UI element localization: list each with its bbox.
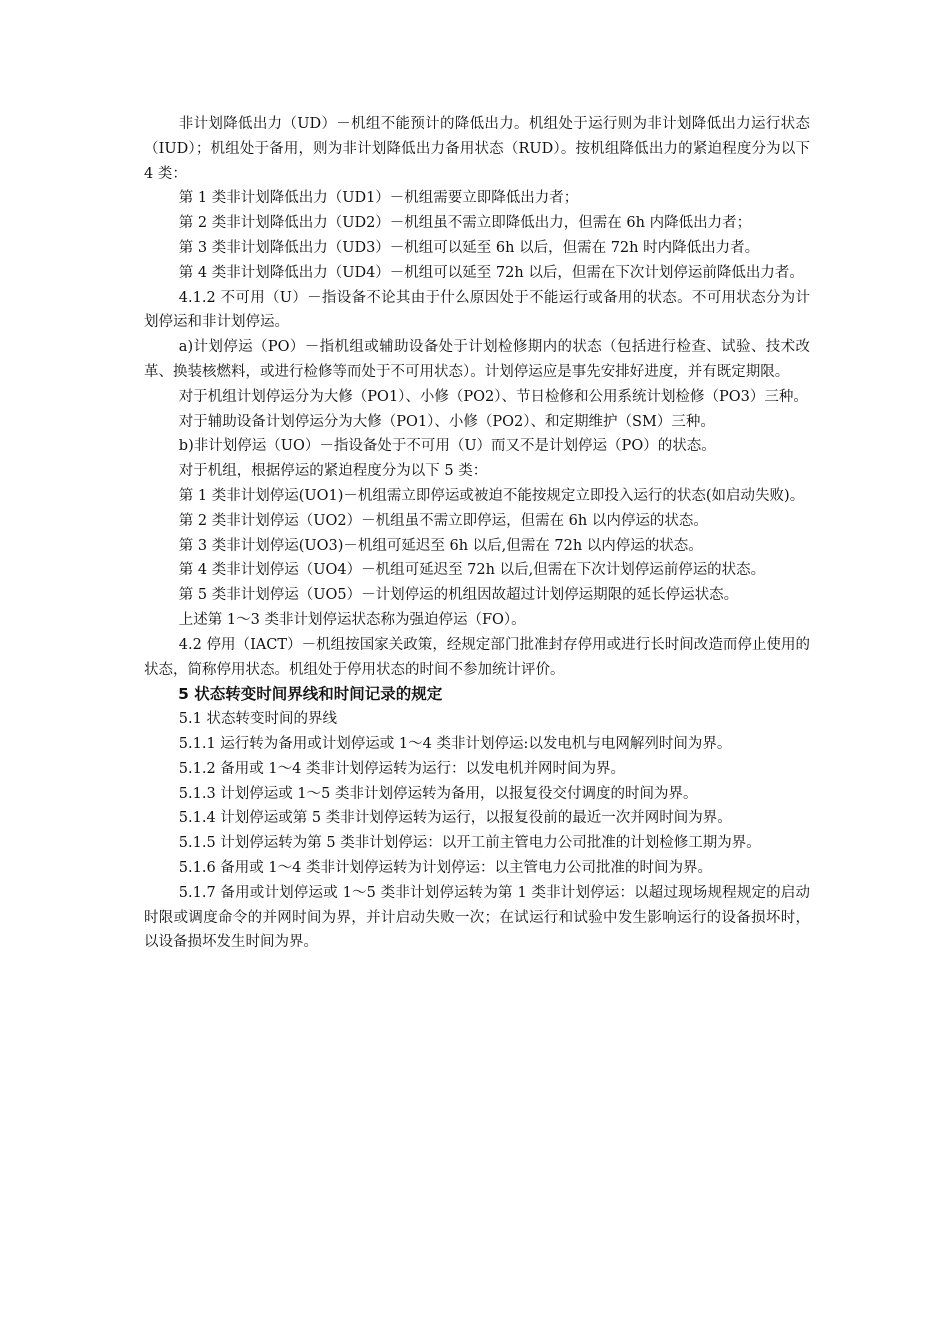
paragraph: 5.1.2 备用或 1～4 类非计划停运转为运行：以发电机并网时间为界。 [178,760,625,777]
paragraph: b)非计划停运（UO）－指设备处于不可用（U）而又不是计划停运（PO）的状态。 [178,438,716,455]
paragraph: 5.1.5 计划停运转为第 5 类非计划停运：以开工前主管电力公司批准的计划检修工期为界。 [178,835,761,852]
paragraph: 4.1.2 不可用（U）－指设备不论其由于什么原因处于不能运行或备用的状态。不可用状态分为计划停运和非计划停运。 [144,289,810,331]
document-page [144,112,810,955]
paragraph: 对于机组，根据停运的紧迫程度分为以下 5 类： [178,463,488,480]
paragraph: 第 2 类非计划降低出力（UD2）－机组虽不需立即降低出力，但需在 6h 内降低出力者； [178,215,752,232]
paragraph: 5.1.6 备用或 1～4 类非计划停运转为计划停运：以主管电力公司批准的时间为界。 [178,859,712,876]
paragraph: 5.1.7 备用或计划停运或 1～5 类非计划停运转为第 1 类非计划停运：以超过现场规程规定的启动时限或调度命令的并网时间为界，并计启动失败一次；在试运行和试验中发生影响运行的设备损坏时，以设备损坏发生时间为界。 [144,884,810,951]
paragraph: 对于机组计划停运分为大修（PO1）、小修（PO2）、节日检修和公用系统计划检修（PO3）三种。 [178,388,808,405]
paragraph: a)计划停运（PO）－指机组或辅助设备处于计划检修期内的状态（包括进行检查、试验、技术改革、换装核燃料，或进行检修等而处于不可用状态）。计划停运应是事先安排好进度，并有既定期限。 [144,339,810,380]
paragraph: 第 3 类非计划停运(UO3)－机组可延迟至 6h 以后,但需在 72h 以内停运的状态。 [178,537,703,554]
section-heading: 5 状态转变时间界线和时间记录的规定 [178,685,443,704]
paragraph: 4.2 停用（IACT）－机组按国家关政策，经规定部门批准封存停用或进行长时间改造而停止使用的状态，简称停用状态。机组处于停用状态的时间不参加统计评价。 [144,636,810,678]
paragraph: 5.1.4 计划停运或第 5 类非计划停运转为运行，以报复役前的最近一次并网时间为界。 [178,810,732,827]
paragraph: 5.1.3 计划停运或 1～5 类非计划停运转为备用，以报复役交付调度的时间为界。 [178,785,698,802]
paragraph: 第 4 类非计划停运（UO4）－机组可延迟至 72h 以后,但需在下次计划停运前停运的状态。 [178,562,766,579]
paragraph: 第 5 类非计划停运（UO5）－计划停运的机组因故超过计划停运期限的延长停运状态。 [178,587,739,604]
paragraph: 第 4 类非计划降低出力（UD4）－机组可以延至 72h 以后，但需在下次计划停运前降低出力者。 [178,264,804,281]
paragraph: 第 2 类非计划停运（UO2）－机组虽不需立即停运，但需在 6h 以内停运的状态。 [178,512,708,529]
paragraph: 对于辅助设备计划停运分为大修（PO1）、小修（PO2）、和定期维护（SM）三种。 [178,413,715,430]
paragraph: 上述第 1～3 类非计划停运状态称为强迫停运（FO）。 [178,611,526,628]
paragraph: 5.1.1 运行转为备用或计划停运或 1～4 类非计划停运:以发电机与电网解列时间为界。 [178,735,732,752]
paragraph: 5.1 状态转变时间的界线 [178,711,337,728]
paragraph: 第 1 类非计划停运(UO1)－机组需立即停运或被迫不能按规定立即投入运行的状态(如启动失败)。 [178,487,805,504]
paragraph: 第 3 类非计划降低出力（UD3）－机组可以延至 6h 以后，但需在 72h 时内降低出力者。 [178,239,760,256]
paragraph: 非计划降低出力（UD）－机组不能预计的降低出力。机组处于运行则为非计划降低出力运行状态（IUD）；机组处于备用，则为非计划降低出力备用状态（RUD）。按机组降低出力的紧迫程度分为以下 4 类： [144,116,810,182]
paragraph: 第 1 类非计划降低出力（UD1）－机组需要立即降低出力者； [178,190,579,207]
